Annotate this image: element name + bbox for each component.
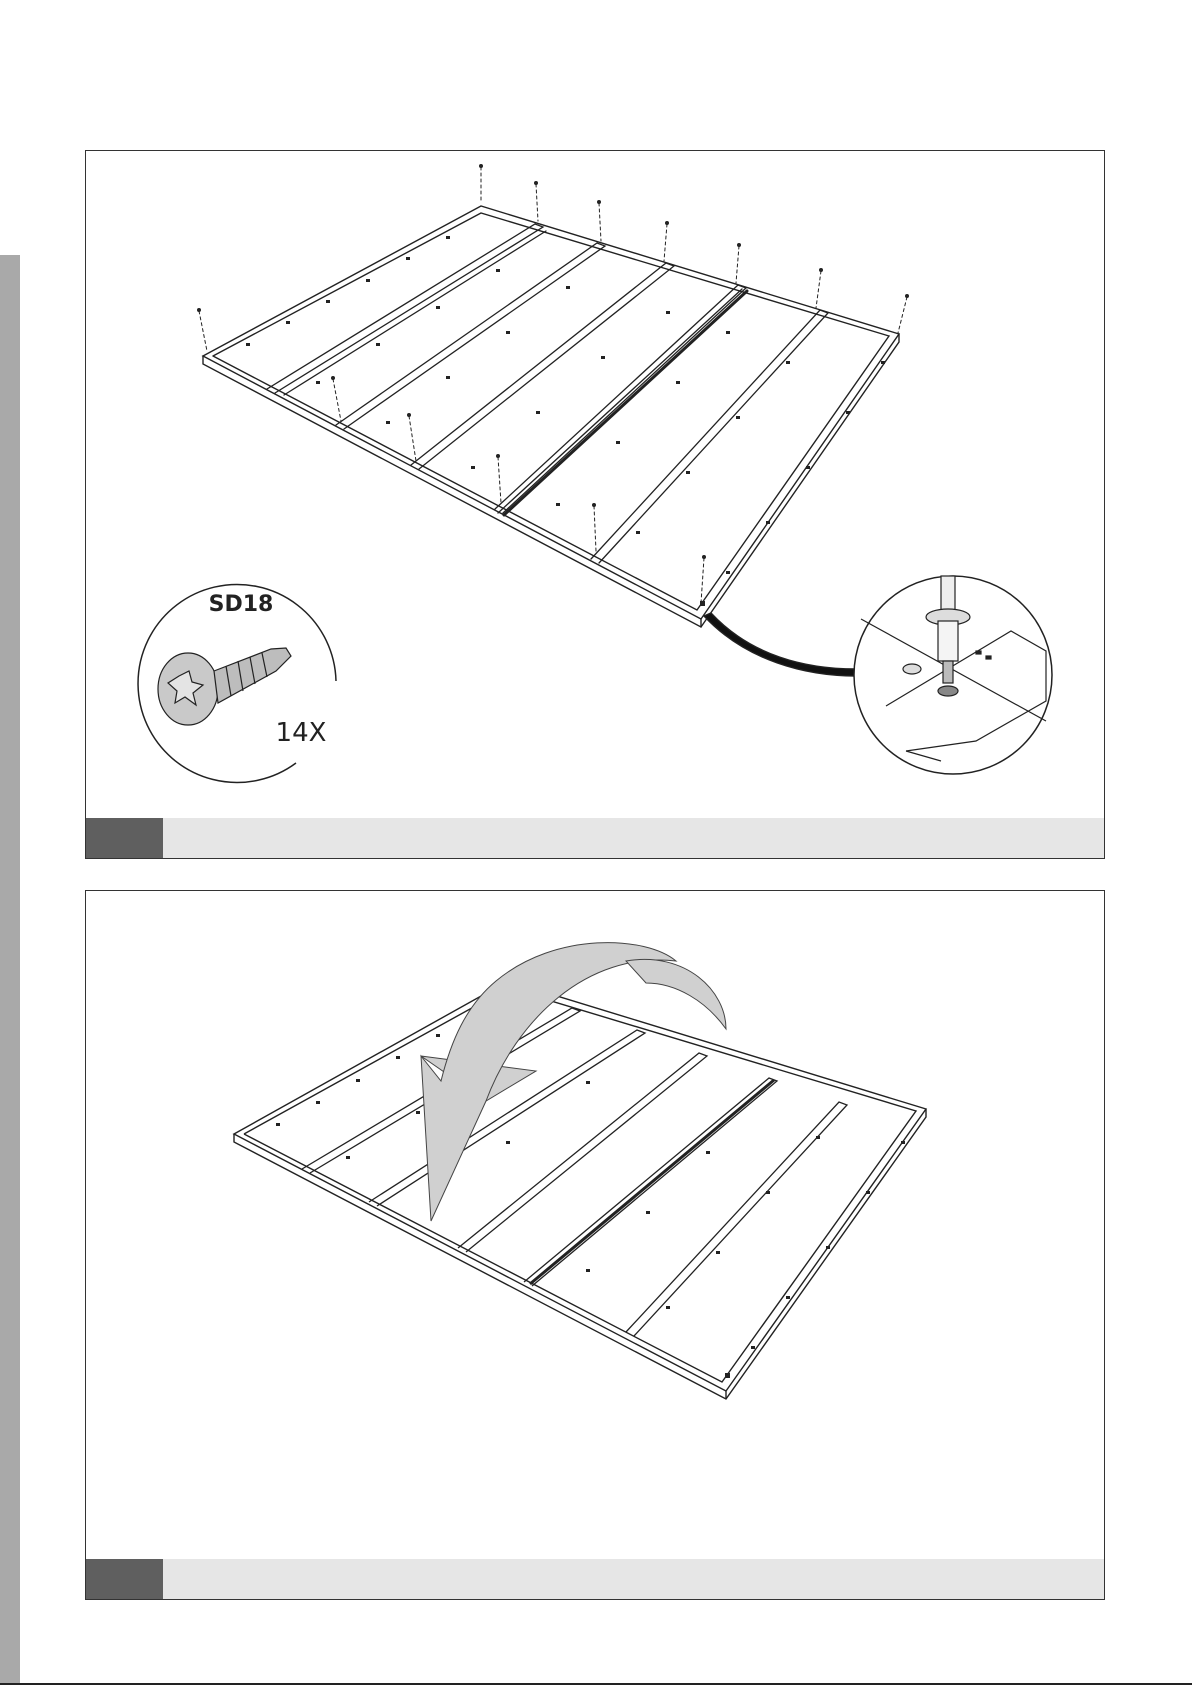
callout-connector [704, 613, 856, 676]
part-quantity-label: 14X [275, 718, 327, 748]
step-number-2 [86, 1559, 163, 1599]
step-bar-2 [86, 1559, 1104, 1599]
frame-assembly-illustration [86, 151, 1105, 859]
part-callout [138, 584, 336, 782]
base-frame [234, 981, 926, 1399]
part-code-label: SD18 [208, 592, 274, 617]
base-frame [203, 206, 899, 627]
step-number-1 [86, 818, 163, 858]
step-panel-1 [85, 150, 1105, 859]
step-bar-1 [86, 818, 1104, 858]
page-edge-strip [0, 255, 20, 1685]
step-panel-2 [85, 890, 1105, 1600]
frame-flip-illustration [86, 891, 1105, 1600]
screwdriver-detail-icon [854, 576, 1052, 774]
